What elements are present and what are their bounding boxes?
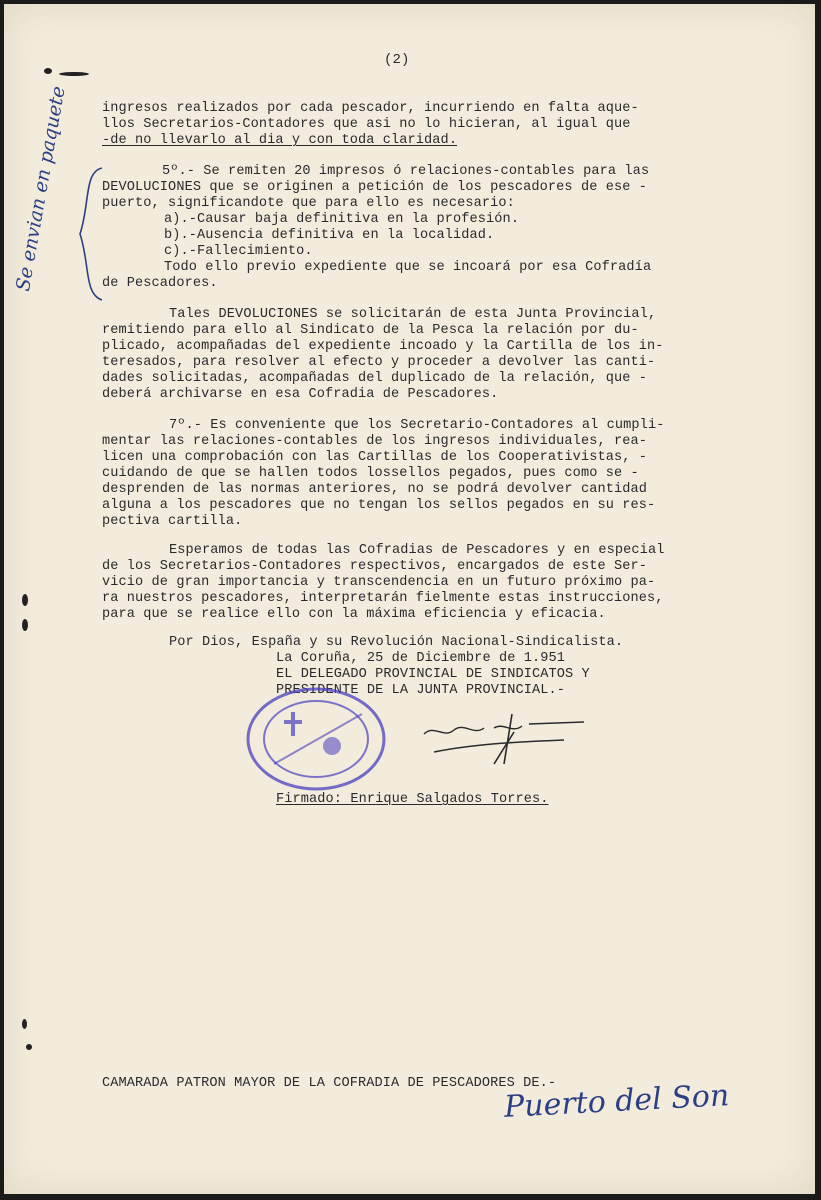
body-line: Tales DEVOLUCIONES se solicitarán de esta Junta Provincial, bbox=[169, 307, 657, 322]
body-line: remitiendo para ello al Sindicato de la Pesca la relación por du- bbox=[102, 323, 639, 338]
ink-blot bbox=[59, 72, 89, 76]
ink-blot bbox=[44, 68, 52, 74]
body-line: DEVOLUCIONES que se originen a petición de los pescadores de ese - bbox=[102, 180, 647, 195]
body-line: deberá archivarse en esa Cofradia de Pescadores. bbox=[102, 387, 499, 402]
body-line: teresados, para resolver al efecto y proceder a devolver las canti- bbox=[102, 355, 656, 370]
body-line: Todo ello previo expediente que se incoará por esa Cofradía bbox=[164, 260, 652, 275]
body-line: ra nuestros pescadores, interpretarán fielmente estas instrucciones, bbox=[102, 591, 664, 606]
addressee-line: CAMARADA PATRON MAYOR DE LA COFRADIA DE PESCADORES DE.- bbox=[102, 1076, 557, 1091]
body-line: -de no llevarlo al dia y con toda claridad. bbox=[102, 133, 458, 148]
body-line: Esperamos de todas las Cofradias de Pescadores y en especial bbox=[169, 543, 665, 558]
closing-line: Por Dios, España y su Revolución Nacional-Sindicalista. bbox=[169, 635, 624, 650]
body-line: 7º.- Es conveniente que los Secretario-Contadores al cumpli- bbox=[169, 418, 665, 433]
document-page bbox=[4, 4, 815, 1194]
body-line: 5º.- Se remiten 20 impresos ó relaciones-contables para las bbox=[162, 164, 650, 179]
body-line: mentar las relaciones-contables de los ingresos individuales, rea- bbox=[102, 434, 647, 449]
page-number: (2) bbox=[384, 52, 410, 68]
margin-bracket bbox=[66, 164, 106, 304]
body-line: ingresos realizados por cada pescador, incurriendo en falta aque- bbox=[102, 101, 639, 116]
ink-blot bbox=[22, 594, 28, 606]
ink-blot bbox=[22, 1019, 27, 1029]
body-line: dades solicitadas, acompañadas del duplicado de la relación, que - bbox=[102, 371, 647, 386]
signed-line: Firmado: Enrique Salgados Torres. bbox=[276, 792, 549, 807]
official-stamp bbox=[244, 684, 389, 794]
ink-blot bbox=[22, 619, 28, 631]
body-line: plicado, acompañadas del expediente incoado y la Cartilla de los in- bbox=[102, 339, 664, 354]
body-line: c).-Fallecimiento. bbox=[164, 244, 313, 259]
margin-note: Se envian en paquete bbox=[12, 84, 70, 293]
body-line: puerto, significandote que para ello es necesario: bbox=[102, 196, 515, 211]
handwritten-addressee: Puerto del Son bbox=[503, 1078, 731, 1125]
handwritten-signature bbox=[394, 704, 594, 774]
body-line: de los Secretarios-Contadores respectivos, encargados de este Ser- bbox=[102, 559, 647, 574]
ink-blot bbox=[26, 1044, 32, 1050]
body-line: b).-Ausencia definitiva en la localidad. bbox=[164, 228, 495, 243]
body-line: licen una comprobación con las Cartillas de los Cooperativistas, - bbox=[102, 450, 647, 465]
body-line: cuidando de que se hallen todos lossellos pegados, pues como se - bbox=[102, 466, 639, 481]
body-line: llos Secretarios-Contadores que asi no lo hicieran, al igual que bbox=[102, 117, 631, 132]
body-line: de Pescadores. bbox=[102, 276, 218, 291]
body-line: vicio de gran importancia y transcendencia en un futuro próximo pa- bbox=[102, 575, 656, 590]
date-line: La Coruña, 25 de Diciembre de 1.951 bbox=[276, 651, 566, 666]
signer-title: EL DELEGADO PROVINCIAL DE SINDICATOS Y bbox=[276, 667, 590, 682]
signer-title: PRESIDENTE DE LA JUNTA PROVINCIAL.- bbox=[276, 683, 566, 698]
body-line: pectiva cartilla. bbox=[102, 514, 243, 529]
body-line: alguna a los pescadores que no tengan los sellos pegados en su res- bbox=[102, 498, 656, 513]
body-line: a).-Causar baja definitiva en la profesión. bbox=[164, 212, 520, 227]
body-line: para que se realice ello con la máxima eficiencia y eficacia. bbox=[102, 607, 606, 622]
body-line: desprenden de las normas anteriores, no se podrá devolver cantidad bbox=[102, 482, 647, 497]
